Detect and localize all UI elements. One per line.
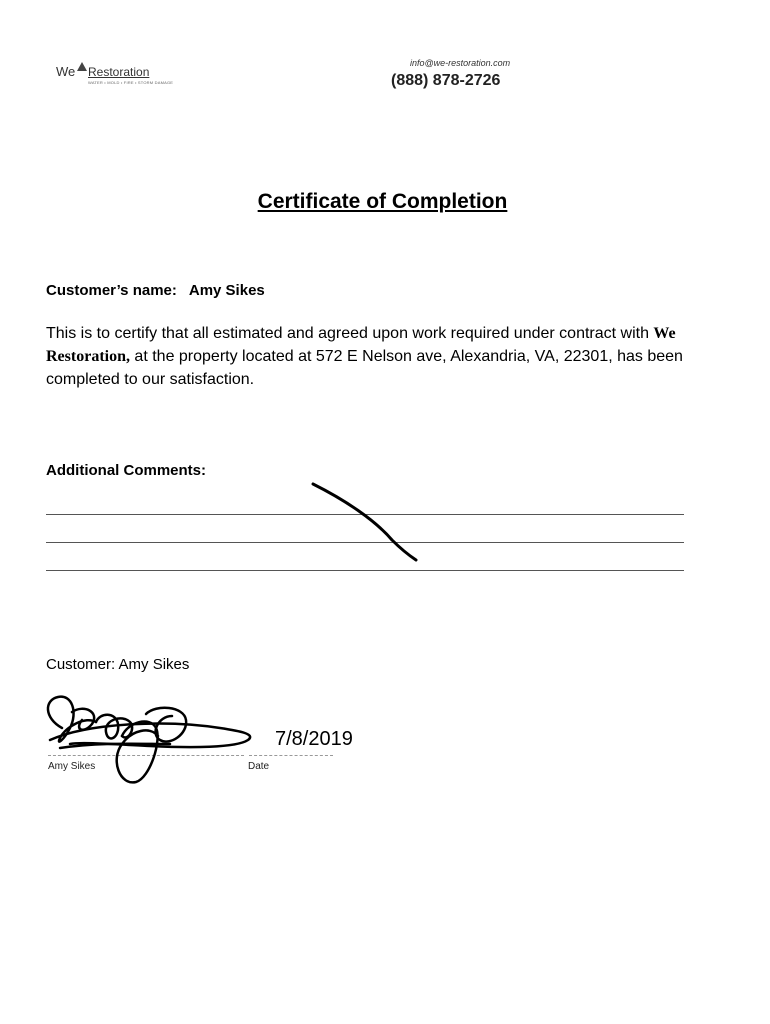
comment-line bbox=[46, 570, 684, 571]
customer-name-row bbox=[46, 282, 265, 299]
additional-comments-label: Additional Comments: bbox=[46, 462, 206, 479]
logo-we-text: We bbox=[56, 64, 76, 79]
date-caption: Date bbox=[248, 761, 270, 772]
certification-text-part2: at the property located at 572 E Nelson ave, Alexandria, VA, 22301, has been completed to our satisfaction. bbox=[46, 348, 683, 388]
signature-caption: Amy Sikes bbox=[48, 761, 96, 772]
contact-phone: (888) 878-2726 bbox=[391, 72, 501, 89]
certification-paragraph bbox=[46, 322, 696, 391]
certification-text-part1: This is to certify that all estimated and agreed upon work required under contract with bbox=[46, 325, 654, 342]
logo-house-icon bbox=[77, 62, 87, 71]
company-name-inline: We Restoration, bbox=[46, 325, 676, 365]
company-logo bbox=[52, 60, 174, 90]
comment-line bbox=[46, 542, 684, 543]
customer-name-label: Customer’s name: bbox=[46, 282, 177, 299]
date-line bbox=[249, 755, 333, 756]
comment-line bbox=[46, 514, 684, 515]
logo-tagline: WATER • MOLD • FIRE • STORM DAMAGE bbox=[88, 80, 174, 85]
logo-restoration-text: Restoration bbox=[88, 65, 150, 79]
signature-line bbox=[48, 755, 244, 756]
contact-email: info@we-restoration.com bbox=[410, 58, 511, 68]
comments-strikethrough-stroke bbox=[313, 484, 416, 560]
customer-name-value: Amy Sikes bbox=[188, 282, 265, 299]
customer-signature-label: Customer: Amy Sikes bbox=[46, 656, 190, 673]
signature-date-value: 7/8/2019 bbox=[275, 728, 353, 750]
document-title: Certificate of Completion bbox=[257, 190, 508, 213]
